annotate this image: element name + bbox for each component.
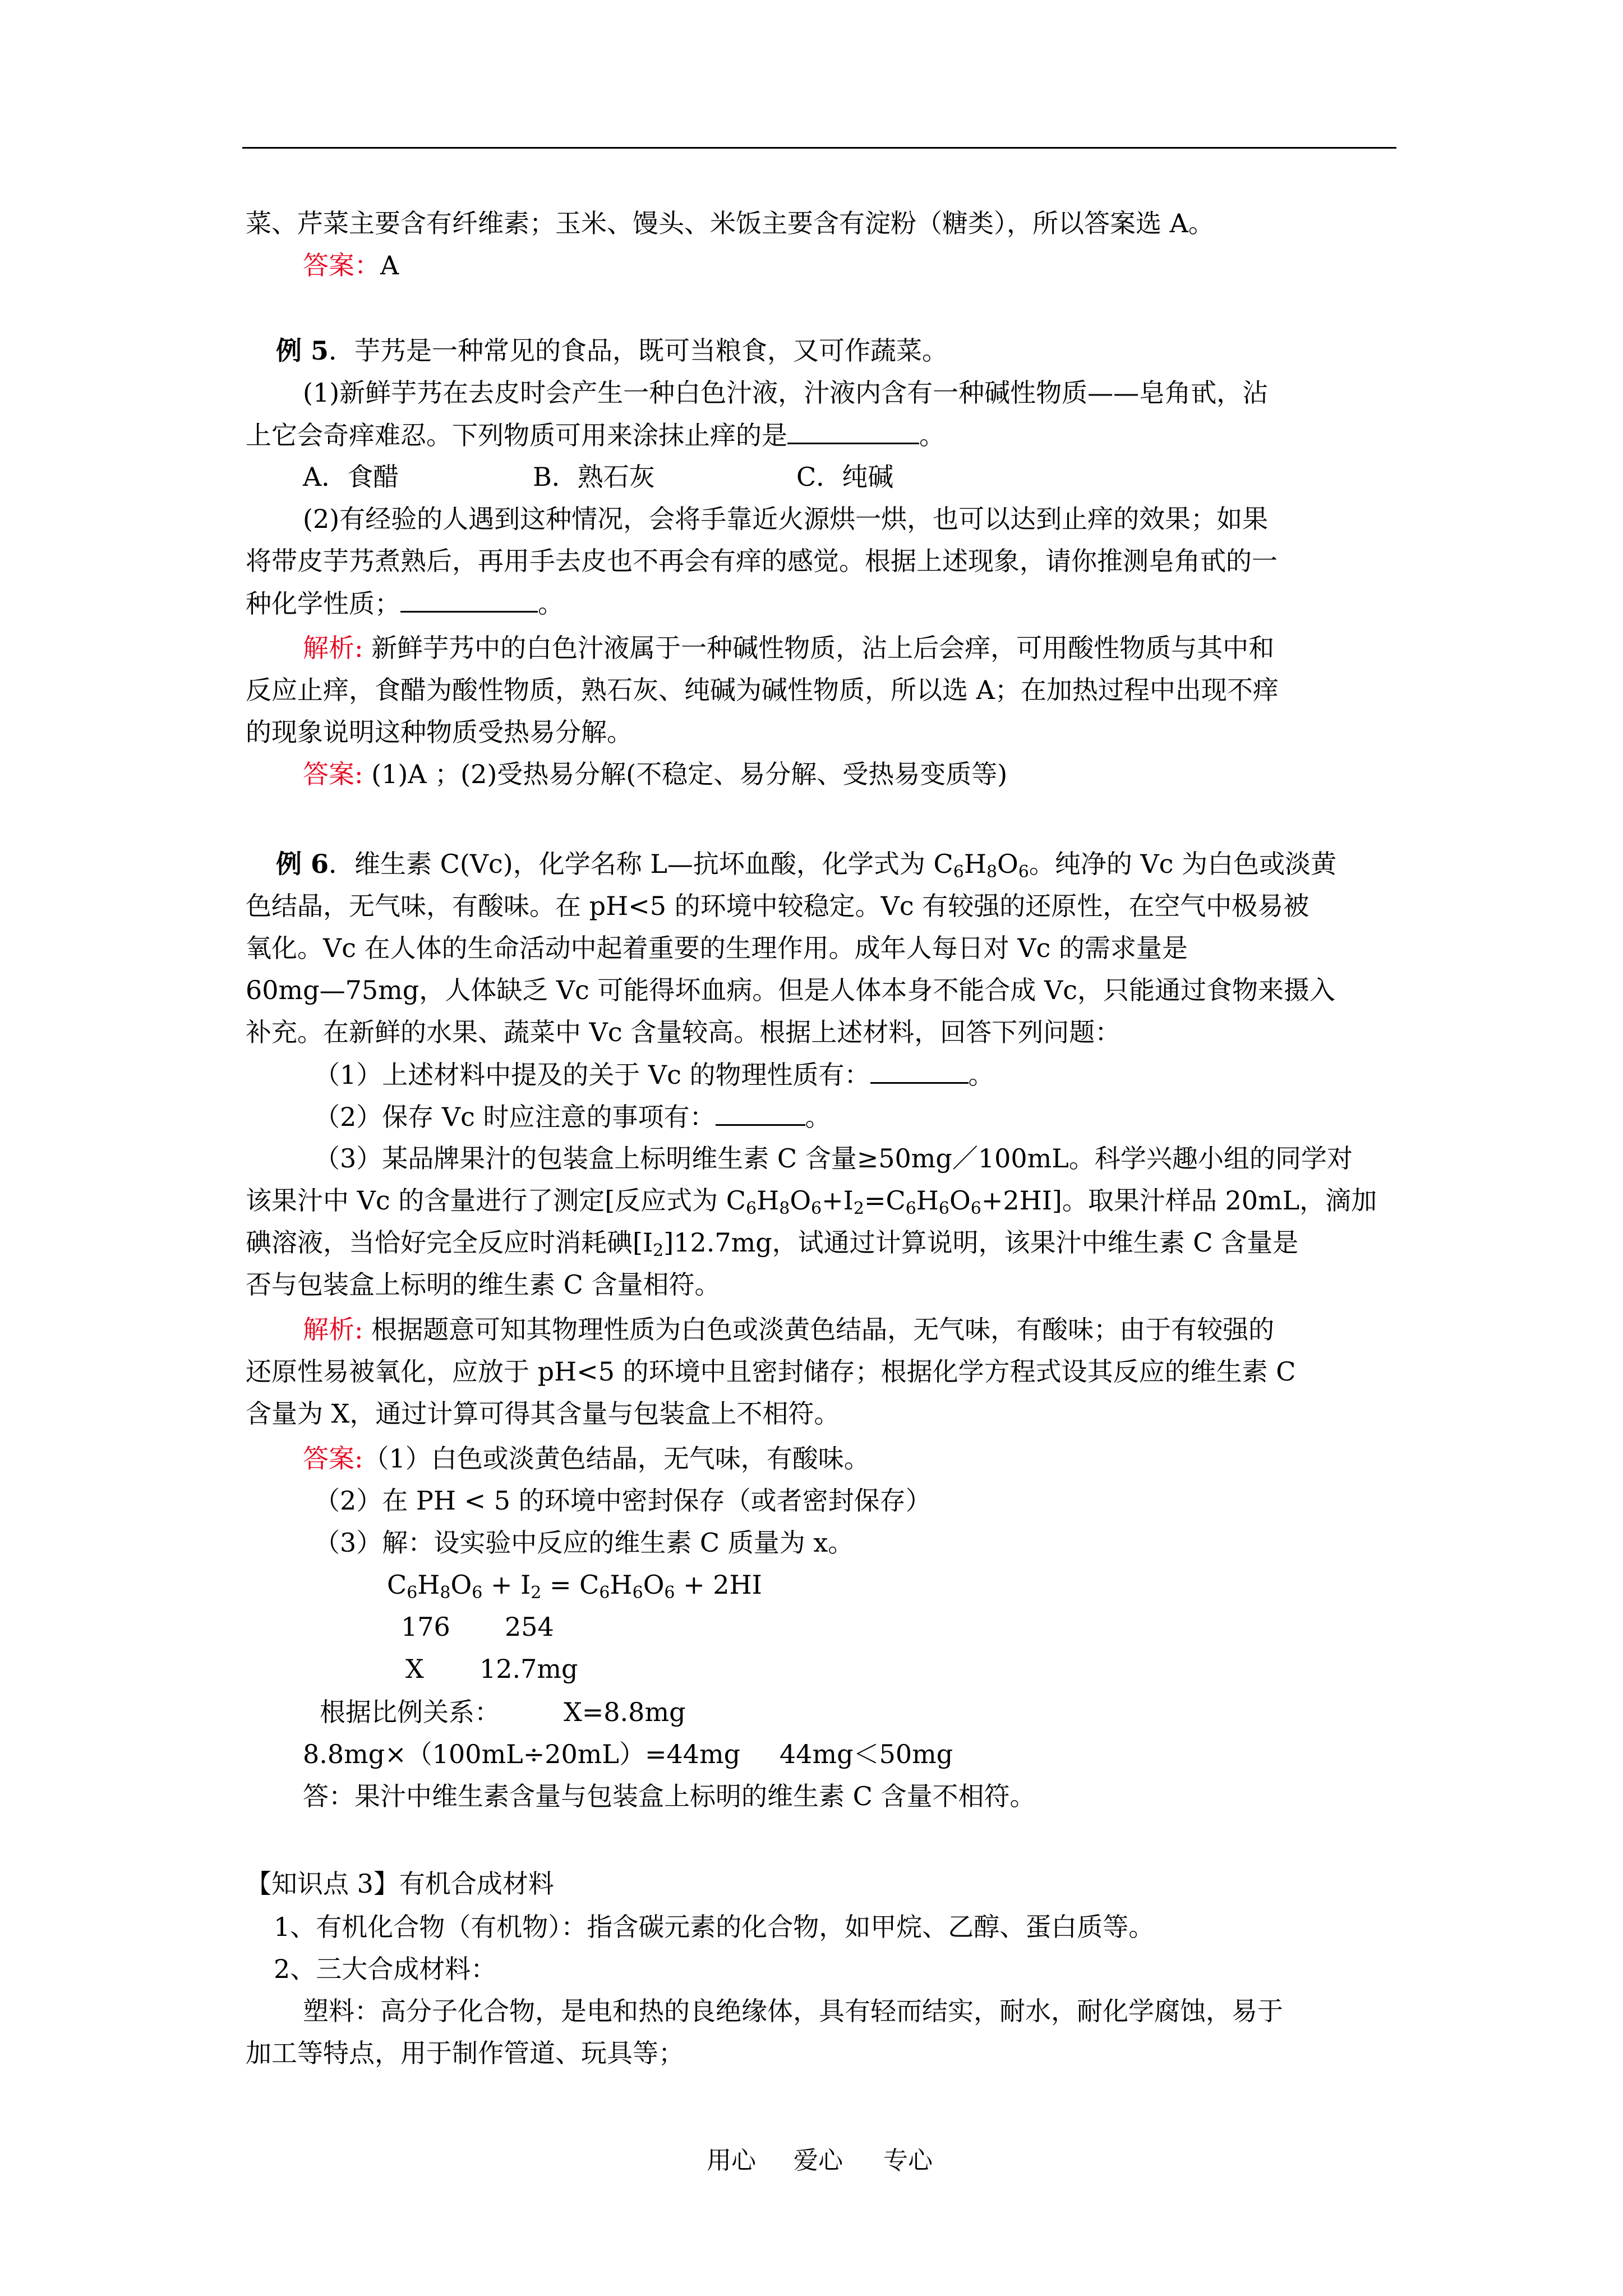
footer-item: 爱心 (794, 2146, 843, 2175)
punct: 。 (805, 1102, 831, 1132)
text: O (997, 849, 1018, 879)
question-line: 否与包装盒上标明的维生素 C 含量相符。 (246, 1269, 721, 1300)
question-line (246, 586, 564, 620)
subscript: 6 (472, 1583, 483, 1603)
answer-line (303, 1442, 870, 1475)
text: O (790, 1185, 811, 1216)
subscript: 8 (986, 862, 998, 882)
section-heading: 【知识点 3】有机合成材料 (246, 1869, 554, 1899)
text: O (643, 1570, 665, 1600)
subscript: 6 (970, 1199, 981, 1218)
text-line: 塑料：高分子化合物，是电和热的良绝缘体，具有轻而结实，耐水，耐化学腐蚀，易于 (303, 1996, 1283, 2026)
text: 。纯净的 Vc 为白色或淡黄 (1029, 849, 1337, 879)
question-line (314, 1057, 994, 1092)
text-line: 60mg—75mg，人体缺乏 Vc 可能得坏血病。但是人体本身不能合成 Vc，只能通过食物来摄入 (246, 975, 1336, 1005)
list-item: 1、有机化合物（有机物）：指含碳元素的化合物，如甲烷、乙醇、蛋白质等。 (274, 1912, 1155, 1942)
text: 该果汁中 Vc 的含量进行了测定[反应式为 C (246, 1185, 746, 1216)
subscript: 6 (746, 1199, 757, 1218)
list-item: 2、三大合成材料： (274, 1954, 497, 1984)
analysis-line: 的现象说明这种物质受热易分解。 (246, 717, 633, 747)
text: H (963, 849, 986, 879)
answer-label: 答案： (303, 250, 380, 280)
answer-text: （1）白色或淡黄色结晶，无气味，有酸味。 (363, 1443, 870, 1474)
calc-line: 8.8mg×（100mL÷20mL）=44mg (303, 1739, 741, 1769)
analysis-label: 解析: (303, 633, 363, 663)
answer-blank (400, 586, 538, 613)
text-line: 加工等特点，用于制作管道、玩具等； (246, 2038, 684, 2068)
question-text: （2）保存 Vc 时应注意的事项有： (314, 1102, 716, 1132)
question-line: (2)有经验的人遇到这种情况，会将手靠近火源烘一烘，也可以达到止痒的效果；如果 (303, 504, 1269, 534)
analysis-line (303, 1313, 1274, 1346)
text-line: 补充。在新鲜的水果、蔬菜中 Vc 含量较高。根据上述材料，回答下列问题： (246, 1017, 1121, 1047)
answer-label: 答案: (303, 759, 363, 789)
example-6-title (276, 847, 1336, 881)
subscript: 6 (407, 1583, 418, 1603)
example-title-text: ．芋艿是一种常见的食品，既可当粮食，又可作蔬菜。 (329, 335, 948, 366)
text: = C (541, 1570, 600, 1600)
analysis-line: 反应止痒，食醋为酸性物质，熟石灰、纯碱为碱性物质，所以选 A；在加热过程中出现不痒 (246, 675, 1279, 705)
text: H (916, 1185, 939, 1216)
subscript: 6 (632, 1583, 643, 1603)
option-b: B．熟石灰 (533, 462, 655, 492)
equation-value: X (405, 1654, 424, 1684)
text: O (949, 1185, 971, 1216)
analysis-line: 还原性易被氧化，应放于 pH<5 的环境中且密封储存；根据化学方程式设其反应的维生素 C (246, 1356, 1296, 1387)
equation-line (387, 1568, 762, 1602)
question-line: (1)新鲜芋艿在去皮时会产生一种白色汁液，汁液内含有一种碱性物质——皂角甙，沾 (303, 378, 1269, 408)
subscript: 8 (440, 1583, 451, 1603)
answer-text: (1)A ；(2)受热易分解(不稳定、易分解、受热易变质等) (371, 759, 1008, 789)
text: C (387, 1570, 407, 1600)
text: ．维生素 C(Vc)，化学名称 L—抗坏血酸，化学式为 C (329, 849, 953, 879)
question-line (246, 1226, 1298, 1259)
analysis-text: 根据题意可知其物理性质为白色或淡黄色结晶，无气味，有酸味；由于有较强的 (371, 1314, 1275, 1345)
question-text: 上它会奇痒难忍。下列物质可用来涂抹止痒的是 (246, 420, 787, 450)
answer-line (303, 249, 399, 282)
equation-value: 12.7mg (479, 1654, 578, 1684)
text: +2HI]。取果汁样品 20mL，滴加 (981, 1185, 1377, 1216)
subscript: 6 (811, 1199, 822, 1218)
punct: 。 (538, 588, 564, 619)
subscript: 6 (953, 862, 964, 882)
text: + I (482, 1570, 531, 1600)
question-line: 将带皮芋艿煮熟后，再用手去皮也不再会有痒的感觉。根据上述现象，请你推测皂角甙的一 (246, 546, 1278, 576)
text: =C (864, 1185, 906, 1216)
answer-line: （2）在 PH < 5 的环境中密封保存（或者密封保存） (314, 1485, 932, 1516)
text: +I (822, 1185, 854, 1216)
answer-line: （3）解：设实验中反应的维生素 C 质量为 x。 (314, 1527, 854, 1558)
question-line (246, 418, 945, 452)
calc-line: 44mg＜50mg (780, 1739, 953, 1769)
subscript: 2 (531, 1583, 542, 1603)
footer-item: 专心 (883, 2146, 933, 2175)
subscript: 8 (779, 1199, 790, 1218)
subscript: 6 (905, 1199, 916, 1218)
punct: 。 (968, 1060, 994, 1090)
example-5-title (276, 334, 948, 367)
text: + 2HI (675, 1570, 762, 1600)
answer-value: A (380, 250, 399, 280)
answer-blank (787, 418, 919, 444)
analysis-text: 新鲜芋艿中的白色汁液属于一种碱性物质，沾上后会痒，可用酸性物质与其中和 (371, 633, 1275, 663)
answer-line (303, 757, 1007, 791)
question-line (246, 1184, 1377, 1217)
text: H (610, 1570, 633, 1600)
punct: 。 (919, 420, 945, 450)
subscript: 6 (599, 1583, 610, 1603)
ratio-value: X=8.8mg (564, 1697, 686, 1727)
answer-blank (870, 1057, 969, 1084)
ratio-label: 根据比例关系： (320, 1697, 500, 1727)
subscript: 2 (653, 1241, 664, 1260)
text: ]12.7mg，试通过计算说明，该果汁中维生素 C 含量是 (663, 1227, 1299, 1258)
text-line: 氧化。Vc 在人体的生命活动中起着重要的生理作用。成年人每日对 Vc 的需求量是 (246, 933, 1188, 963)
question-text: （1）上述材料中提及的关于 Vc 的物理性质有： (314, 1060, 870, 1090)
footer-item: 用心 (707, 2146, 756, 2175)
analysis-line: 含量为 X，通过计算可得其含量与包装盒上不相符。 (246, 1398, 840, 1429)
equation-value: 176 (401, 1612, 450, 1642)
text-line: 色结晶，无气味，有酸味。在 pH<5 的环境中较稳定。Vc 有较强的还原性，在空气中极易被 (246, 891, 1310, 921)
subscript: 6 (938, 1199, 949, 1218)
subscript: 6 (664, 1583, 675, 1603)
question-text: 种化学性质； (246, 588, 400, 619)
answer-blank (716, 1099, 805, 1126)
answer-label: 答案: (303, 1443, 363, 1474)
example-label: 例 5 (276, 335, 329, 366)
example-label: 例 6 (276, 849, 329, 879)
text: 碘溶液，当恰好完全反应时消耗碘[I (246, 1227, 653, 1258)
option-a: A．食醋 (303, 462, 399, 492)
text: H (417, 1570, 440, 1600)
analysis-label: 解析: (303, 1314, 363, 1345)
question-line (314, 1099, 831, 1134)
text: O (450, 1570, 472, 1600)
subscript: 2 (853, 1199, 864, 1218)
option-c: C．纯碱 (796, 462, 894, 492)
header-rule (242, 147, 1396, 149)
question-line: （3）某品牌果汁的包装盒上标明维生素 C 含量≥50mg／100mL。科学兴趣小组的同学对 (314, 1143, 1353, 1174)
text: H (757, 1185, 780, 1216)
text-line: 菜、芹菜主要含有纤维素；玉米、馒头、米饭主要含有淀粉（糖类），所以答案选 A。 (246, 208, 1214, 238)
equation-value: 254 (505, 1612, 554, 1642)
subscript: 6 (1018, 862, 1029, 882)
analysis-line (303, 631, 1274, 665)
conclusion-line: 答：果汁中维生素含量与包装盒上标明的维生素 C 含量不相符。 (303, 1781, 1036, 1811)
